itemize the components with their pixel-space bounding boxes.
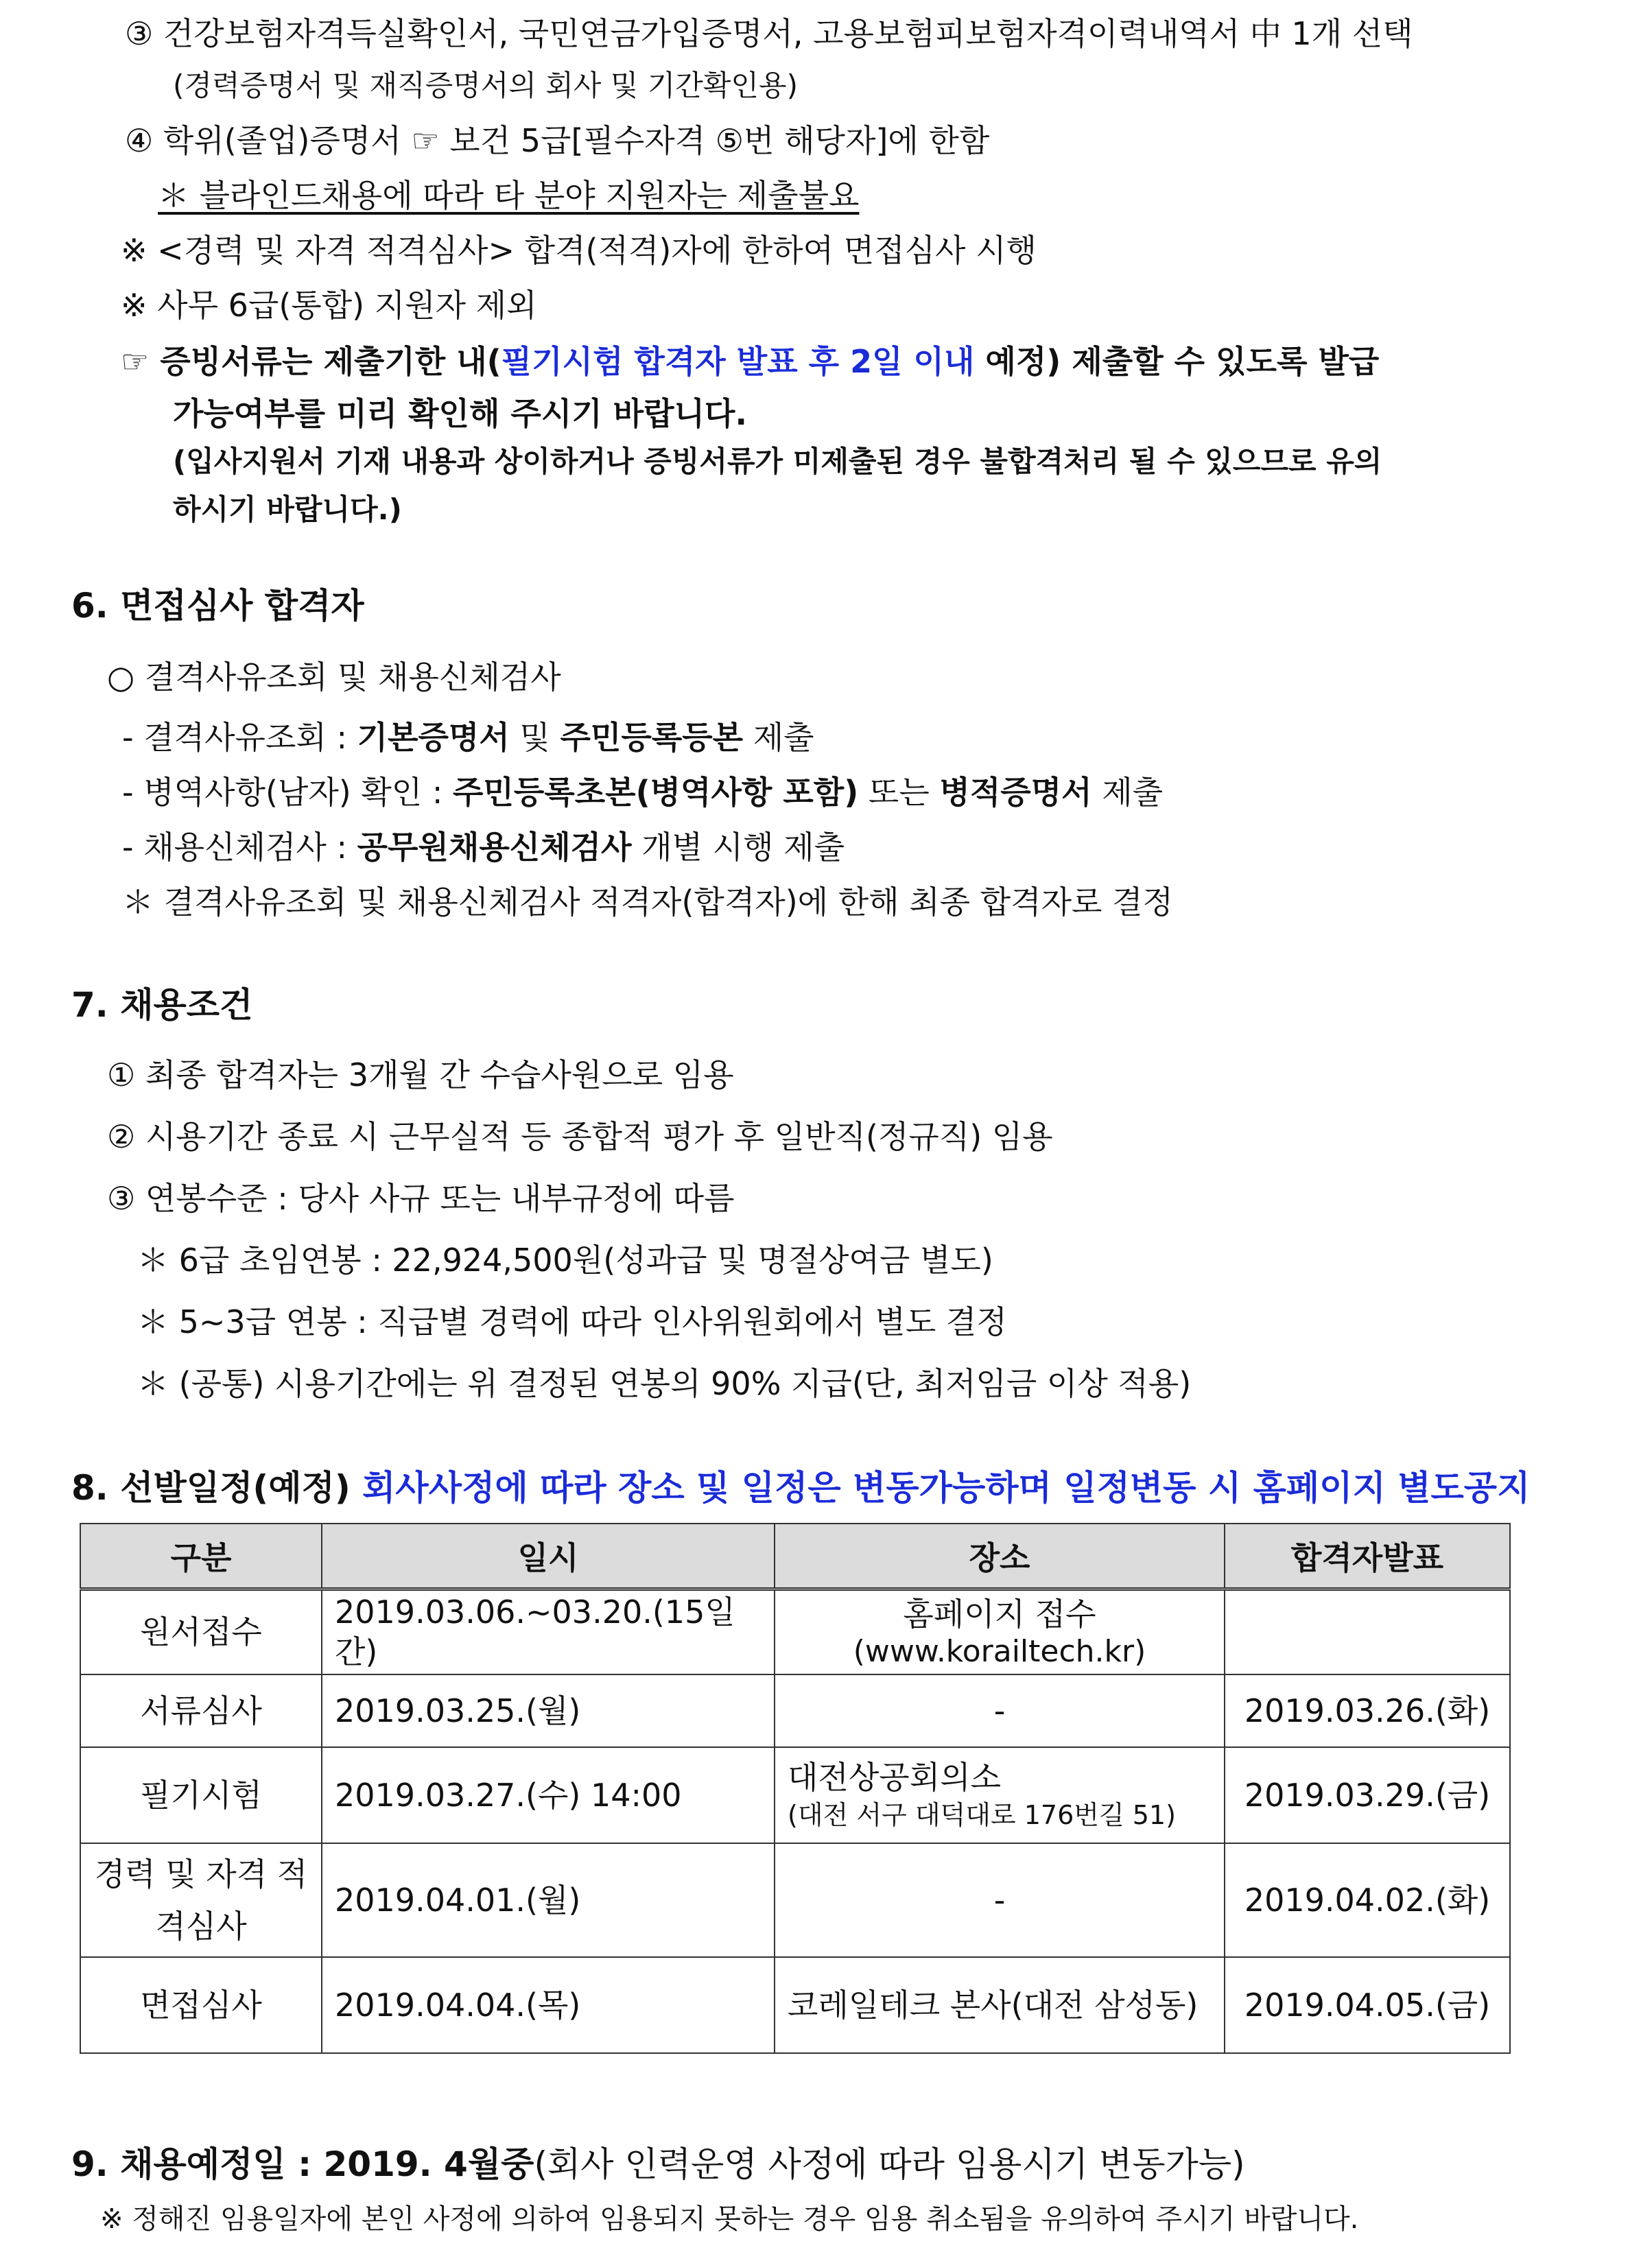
place-cell: 홈페이지 접수 (www.korailtech.kr): [775, 1589, 1225, 1674]
section-9-heading-rest: (회사 인력운영 사정에 따라 임용시기 변동가능): [534, 2144, 1245, 2184]
result-cell: [1225, 1589, 1510, 1674]
disqualification-check-line: - 결격사유조회 : 기본증명서 및 주민등록등본 제출: [122, 719, 814, 756]
column-header: 일시: [322, 1524, 775, 1589]
section-9-heading: 9. 채용예정일 : 2019. 4월중(회사 인력운영 사정에 따라 임용시기 변동가능): [71, 2144, 1245, 2184]
salary-note-2: ＊ 5~3급 연봉 : 직급별 경력에 따라 인사위원회에서 별도 결정: [137, 1303, 1007, 1340]
doc-item-4: ④ 학위(졸업)증명서 ☞ 보건 5급[필수자격 ⑤번 해당자]에 한함: [125, 122, 990, 159]
employment-condition-3: ③ 연봉수준 : 당사 사규 또는 내부규정에 따름: [107, 1180, 735, 1217]
interview-condition-note: ※ <경력 및 자격 적격심사> 합격(적격)자에 한하여 면접심사 시행: [121, 232, 1037, 269]
stage-cell: 서류심사: [80, 1674, 322, 1747]
column-header: 합격자발표: [1225, 1524, 1510, 1589]
date-cell: 2019.03.06.~03.20.(15일간): [322, 1589, 775, 1674]
deadline-highlight: 필기시험 합격자 발표 후 2일 이내: [501, 343, 975, 380]
stage-cell: 면접심사: [80, 1957, 322, 2053]
table-row: [80, 1674, 1510, 1747]
result-cell: 2019.03.29.(금): [1225, 1747, 1510, 1843]
date-cell: 2019.03.25.(월): [322, 1674, 775, 1747]
table-row: [80, 1957, 1510, 2053]
column-header: 구분: [80, 1524, 322, 1589]
appointment-cancellation-note: ※ 정해진 임용일자에 본인 사정에 의하여 임용되지 못하는 경우 임용 취소됨을 유의하여 주시기 바랍니다.: [100, 2203, 1359, 2235]
employment-condition-1: ① 최종 합격자는 3개월 간 수습사원으로 임용: [107, 1056, 734, 1093]
section-6-heading: 6. 면접심사 합격자: [71, 586, 364, 626]
physical-exam-line: - 채용신체검사 : 공무원채용신체검사 개별 시행 제출: [122, 829, 845, 866]
document-deadline-warning-line2: 가능여부를 미리 확인해 주시기 바랍니다.: [173, 395, 747, 432]
doc-item-3: ③ 건강보험자격득실확인서, 국민연금가입증명서, 고용보험피보험자격이력내역서 中 1개 선택: [125, 15, 1413, 52]
document-deadline-warning: ☞ 증빙서류는 제출기한 내(필기시험 합격자 발표 후 2일 이내 예정) 제출할 수 있도록 발급: [121, 343, 1380, 380]
stage-cell: 원서접수: [80, 1589, 322, 1674]
section-7-heading: 7. 채용조건: [71, 985, 253, 1025]
military-service-line: - 병역사항(남자) 확인 : 주민등록초본(병역사항 포함) 또는 병적증명서 제출: [122, 774, 1164, 811]
disqualification-check-item: ○ 결격사유조회 및 채용신체검사: [107, 659, 561, 696]
schedule-change-notice: 회사사정에 따라 장소 및 일정은 변동가능하며 일정변동 시 홈페이지 별도공지: [362, 1468, 1531, 1508]
blind-hiring-note: ＊ 블라인드채용에 따라 타 분야 지원자는 제출불요: [158, 177, 860, 214]
table-row: [80, 1589, 1510, 1674]
date-cell: 2019.03.27.(수) 14:00: [322, 1747, 775, 1843]
employment-condition-2: ② 시용기간 종료 시 근무실적 등 종합적 평가 후 일반직(정규직) 임용: [107, 1118, 1053, 1155]
table-row: [80, 1843, 1510, 1957]
date-cell: 2019.04.01.(월): [322, 1843, 775, 1957]
place-cell: -: [775, 1674, 1225, 1747]
date-cell: 2019.04.04.(목): [322, 1957, 775, 2053]
stage-cell: 경력 및 자격 적격심사: [80, 1843, 322, 1957]
excluded-applicant-note: ※ 사무 6급(통합) 지원자 제외: [121, 287, 537, 324]
place-cell: 코레일테크 본사(대전 삼성동): [775, 1957, 1225, 2053]
document-deadline-caution: (입사지원서 기재 내용과 상이하거나 증빙서류가 미제출된 경우 불합격처리 될 수 있으므로 유의: [173, 445, 1382, 478]
place-cell: 대전상공회의소 (대전 서구 대덕대로 176번길 51): [775, 1747, 1225, 1843]
section-8-heading: 8. 선발일정(예정) 회사사정에 따라 장소 및 일정은 변동가능하며 일정변동 시 홈페이지 별도공지: [71, 1468, 1531, 1508]
doc-item-3-note: (경력증명서 및 재직증명서의 회사 및 기간확인용): [173, 69, 798, 102]
result-cell: 2019.03.26.(화): [1225, 1674, 1510, 1747]
table-header-row: [80, 1524, 1510, 1589]
column-header: 장소: [775, 1524, 1225, 1589]
salary-note-3: ＊ (공통) 시용기간에는 위 결정된 연봉의 90% 지급(단, 최저임금 이상 적용): [137, 1365, 1192, 1402]
result-cell: 2019.04.05.(금): [1225, 1957, 1510, 2053]
salary-note-1: ＊ 6급 초임연봉 : 22,924,500원(성과급 및 명절상여금 별도): [137, 1242, 993, 1279]
result-cell: 2019.04.02.(화): [1225, 1843, 1510, 1957]
final-pass-note: ＊ 결격사유조회 및 채용신체검사 적격자(합격자)에 한해 최종 합격자로 결정: [122, 884, 1173, 921]
table-row: [80, 1747, 1510, 1843]
stage-cell: 필기시험: [80, 1747, 322, 1843]
selection-schedule-table: [80, 1523, 1511, 2054]
place-cell: -: [775, 1843, 1225, 1957]
document-deadline-caution-line2: 하시기 바랍니다.): [173, 493, 402, 526]
doc-item-4-note: [158, 174, 859, 217]
